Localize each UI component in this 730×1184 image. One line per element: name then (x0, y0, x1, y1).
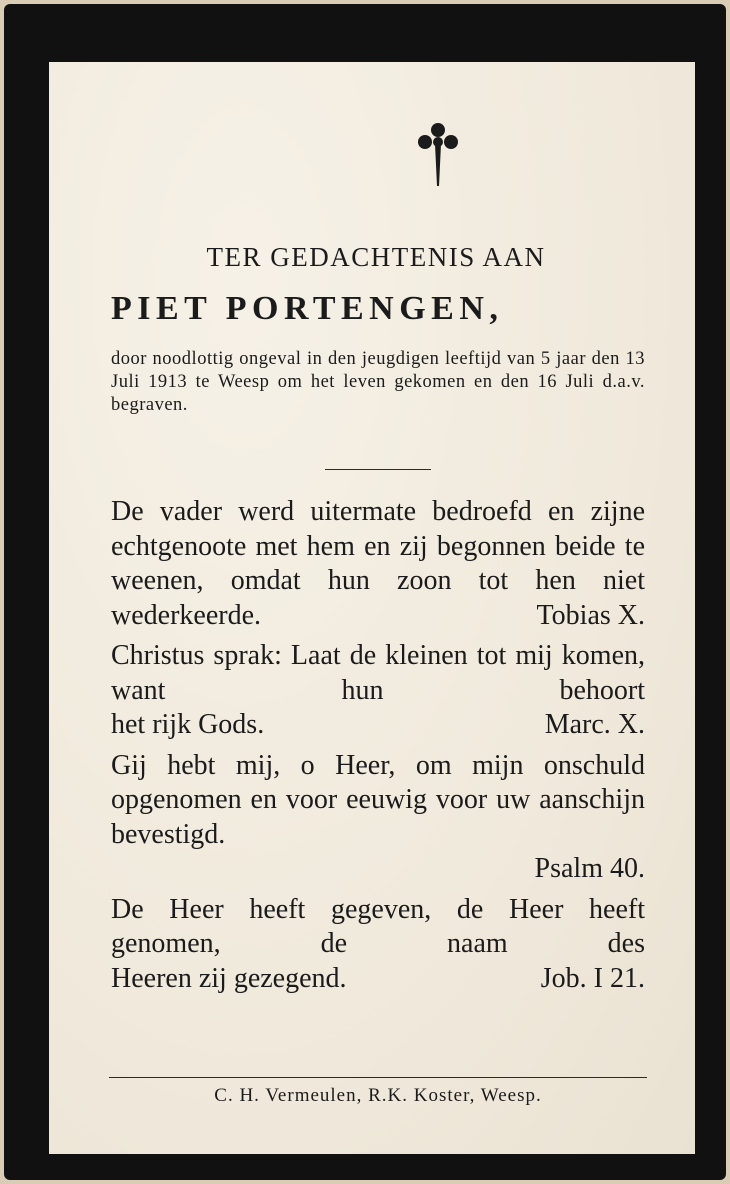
passage-reference: Psalm 40. (534, 853, 645, 884)
passage-psalm (111, 749, 645, 887)
passage-last-words: Heeren zij gezegend. (111, 962, 347, 994)
card-paper (49, 62, 695, 1154)
passage-text: De vader werd uitermate bedroefd en zijne echtgenoote met hem en zij begonnen beide te weenen, omdat hun zoon tot hen niet (111, 496, 645, 596)
passage-marc (111, 639, 645, 743)
passage-text: Christus sprak: Laat de kleinen tot mij komen, want hun behoort (111, 640, 645, 706)
passage-reference: Job. I 21. (540, 962, 645, 994)
death-notice-text: door noodlottig ongeval in den jeugdigen leeftijd van 5 jaar den 13 Juli 1913 te Weesp om het leven gekomen en den 16 Juli d.a.v. begraven. (111, 349, 645, 415)
passage-reference: Tobias X. (536, 599, 645, 631)
bible-passages (111, 495, 645, 1002)
deceased-name: PIET PORTENGEN, (111, 290, 504, 327)
passage-last-words: het rijk Gods. (111, 709, 265, 740)
cross-icon (416, 120, 460, 190)
passage-job (111, 893, 645, 997)
passage-text: Gij hebt mij, o Heer, om mijn onschuld opgenomen en voor eeuwig voor uw aanschijn bevestigd. (111, 749, 645, 850)
passage-reference: Marc. X. (544, 709, 645, 740)
passage-text: De Heer heeft gegeven, de Heer heeft genomen, de naam des (111, 893, 645, 959)
passage-tobias (111, 495, 645, 633)
passage-last-words: wederkeerde. (111, 599, 262, 631)
divider-short (325, 469, 431, 470)
printer-credit: C. H. Vermeulen, R.K. Koster, Weesp. (214, 1085, 542, 1106)
memorial-card (4, 4, 726, 1180)
memorial-heading: TER GEDACHTENIS AAN (206, 242, 546, 272)
divider-long (109, 1077, 647, 1078)
